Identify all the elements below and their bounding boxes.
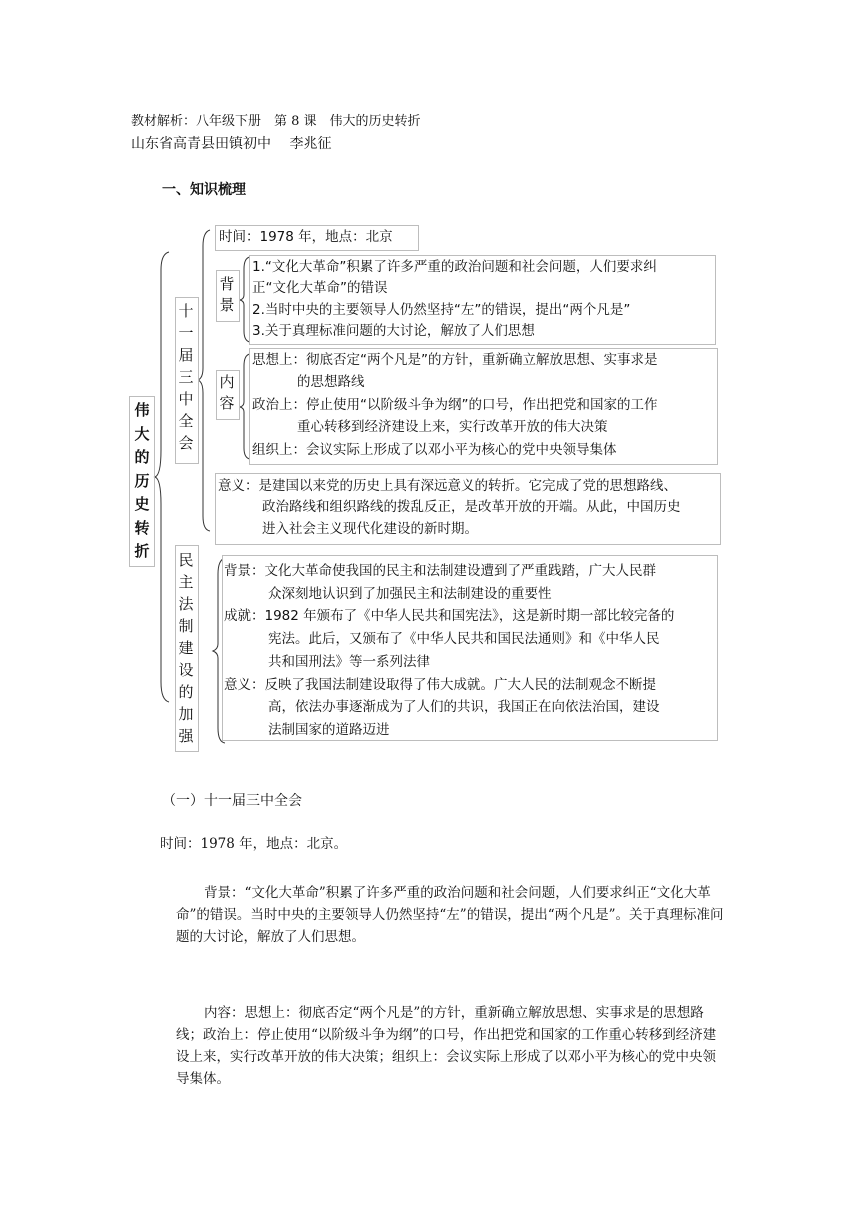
branch2-line-1: 背景：文化大革命使我国的民主和法制建设遭到了严重践踏，广大人民群	[224, 563, 656, 579]
diagram-main-title: 伟大的历史转折	[129, 396, 155, 567]
branch2-line-7: 高，依法办事逐渐成为了人们的共识，我国正在向依法治国，建设	[268, 699, 660, 715]
branch2-line-6: 意义：反映了我国法制建设取得了伟大成就。广大人民的法制观念不断提	[224, 677, 656, 693]
branch2-line-5: 共和国刑法》等一系列法律	[268, 654, 430, 670]
branch1-brace	[198, 228, 214, 533]
branch2-label: 民主法制建设的加强	[178, 551, 194, 745]
background-label: 背景	[219, 275, 235, 314]
significance-line-2: 政治路线和组织路线的拨乱反正，是改革开放的开端。从此，中国历史	[262, 499, 681, 515]
significance-line-1: 意义：是建国以来党的历史上具有深远意义的转折。它完成了党的思想路线、	[218, 478, 677, 494]
content-line-5: 组织上：会议实际上形成了以邓小平为核心的党中央领导集体	[252, 442, 617, 458]
time-text: 时间：1978 年，地点：北京	[219, 229, 393, 245]
branch2-line-3: 成就：1982 年颁布了《中华人民共和国宪法》，这是新时期一部比较完备的	[224, 608, 675, 624]
document-header-course: 教材解析：八年级下册 第 8 课 伟大的历史转折	[131, 114, 421, 129]
document-header-author: 山东省高青县田镇初中 李兆征	[131, 136, 332, 152]
significance-line-3: 进入社会主义现代化建设的新时期。	[262, 521, 478, 537]
background-line-3: 2.当时中央的主要领导人仍然坚持“左”的错误，提出“两个凡是”	[252, 302, 631, 318]
subsection-title: （一）十一届三中全会	[162, 793, 302, 809]
content-line-1: 思想上：彻底否定“两个凡是”的方针，重新确立解放思想、实事求是	[252, 352, 658, 368]
branch1-label: 十一届三中全会	[178, 302, 194, 452]
background-line-1: 1.“文化大革命”积累了许多严重的政治问题和社会问题，人们要求纠	[252, 259, 657, 275]
paragraph-content: 内容：思想上：彻底否定“两个凡是”的方针，重新确立解放思想、实事求是的思想路线；政治上：停止使用“以阶级斗争为纲”的口号，作出把党和国家的工作重心转移到经济建设上来，实行改革开放的伟大决策；组织上：会议实际上形成了以邓小平为核心的党中央领导集体。	[176, 1005, 717, 1087]
branch2-line-2: 众深刻地认识到了加强民主和法制建设的重要性	[268, 586, 552, 602]
paragraph-time: 时间：1978 年，地点：北京。	[160, 836, 348, 852]
content-line-2: 的思想路线	[297, 374, 365, 390]
branch2-line-8: 法制国家的道路迈进	[268, 722, 390, 738]
section-title: 一、知识梳理	[162, 182, 246, 198]
paragraph-background: 背景：“文化大革命”积累了许多严重的政治问题和社会问题，人们要求纠正“文化大革命”的错误。当时中央的主要领导人仍然坚持“左”的错误，提出“两个凡是”。关于真理标准问题的大讨论，解放了人们思想。	[176, 885, 724, 945]
content-line-4: 重心转移到经济建设上来，实行改革开放的伟大决策	[297, 419, 608, 435]
background-line-2: 正“文化大革命”的错误	[252, 280, 388, 296]
background-line-4: 3.关于真理标准问题的大讨论，解放了人们思想	[252, 323, 535, 339]
main-brace	[155, 250, 175, 705]
branch2-line-4: 宪法。此后，又颁布了《中华人民共和国民法通则》和《中华人民	[268, 631, 660, 647]
content-line-3: 政治上：停止使用“以阶级斗争为纲”的口号，作出把党和国家的工作	[252, 397, 658, 413]
content-label: 内容	[219, 373, 235, 412]
